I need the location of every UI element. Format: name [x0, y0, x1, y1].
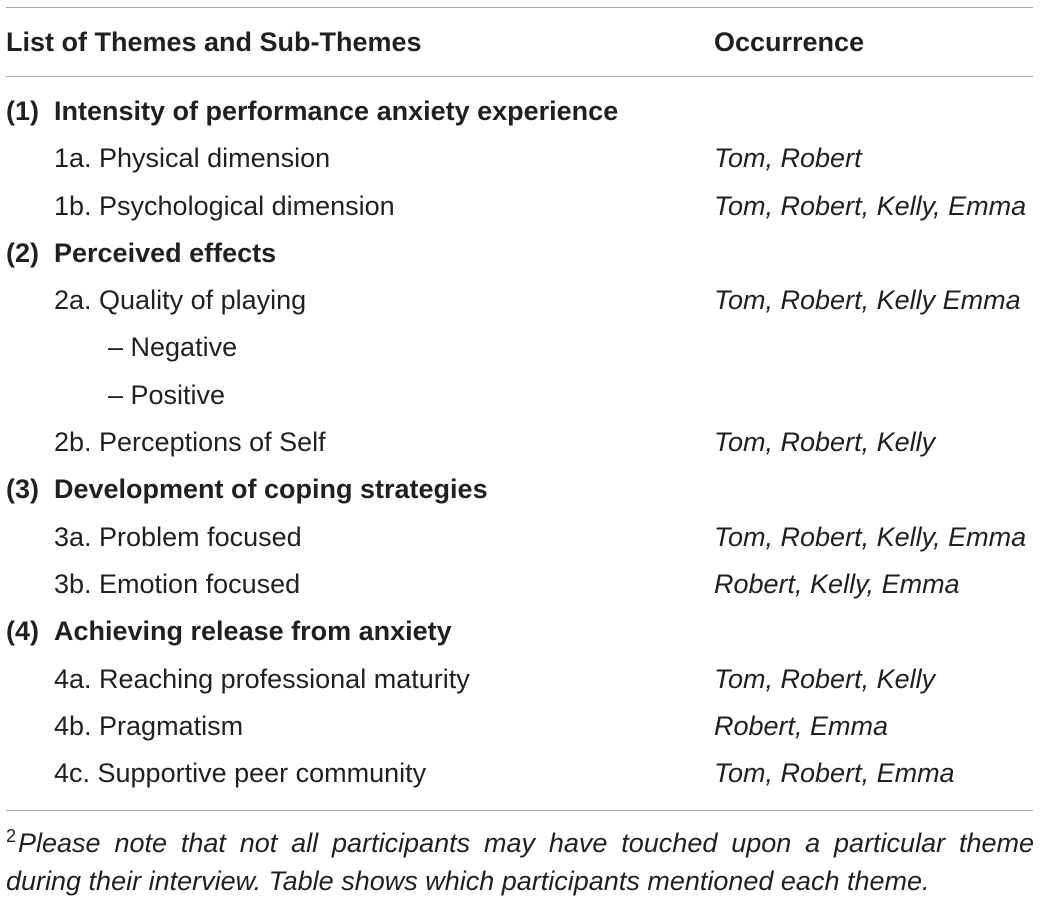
theme-label: [6, 88, 618, 135]
theme-label: [6, 230, 276, 277]
theme-row: [0, 466, 1041, 513]
occurrence-cell: Tom, Robert, Kelly, Emma: [714, 190, 1027, 221]
theme-number: (2): [6, 237, 39, 268]
theme-label: [54, 561, 300, 608]
theme-number: (1): [6, 96, 39, 126]
theme-label: [54, 750, 426, 797]
footnote-marker: 2: [6, 826, 17, 846]
subtheme-row: [0, 750, 1041, 797]
table-footnote: [6, 824, 1034, 900]
subtheme-row: [0, 561, 1041, 608]
subtheme-row: [0, 656, 1041, 703]
theme-text: 3b. Emotion focused: [54, 568, 301, 599]
theme-text: 2a. Quality of playing: [54, 285, 307, 316]
table-body: [0, 88, 1041, 797]
theme-text: Intensity of performance anxiety experience: [54, 96, 619, 126]
theme-row: [0, 88, 1041, 135]
theme-label: [54, 656, 470, 703]
occurrence-cell: Robert, Emma: [714, 710, 889, 741]
theme-text: 4a. Reaching professional maturity: [54, 663, 470, 694]
occurrence-cell: Tom, Robert, Kelly Emma: [714, 285, 1021, 316]
occurrence-cell: Tom, Robert, Kelly: [714, 663, 936, 694]
theme-label: [108, 372, 225, 419]
theme-text: – Positive: [108, 379, 226, 410]
theme-text: 1b. Psychological dimension: [54, 190, 395, 221]
theme-text: 4c. Supportive peer community: [54, 758, 427, 789]
subtheme-row: [0, 183, 1041, 230]
subtheme-row: [0, 372, 1041, 419]
theme-text: 2b. Perceptions of Self: [54, 427, 326, 458]
subtheme-row: [0, 419, 1041, 466]
theme-row: [0, 230, 1041, 277]
theme-text: 3a. Problem focused: [54, 521, 302, 552]
theme-text: Development of coping strategies: [54, 474, 488, 505]
subtheme-row: [0, 703, 1041, 750]
theme-text: 1a. Physical dimension: [54, 143, 331, 174]
table-header-row: [0, 22, 1041, 62]
theme-label: [54, 183, 395, 230]
subtheme-row: [0, 277, 1041, 324]
theme-text: 4b. Pragmatism: [54, 710, 244, 741]
occurrence-cell: Tom, Robert, Kelly: [714, 427, 936, 458]
occurrence-cell: Robert, Kelly, Emma: [714, 568, 960, 599]
occurrence-cell: Tom, Robert, Kelly, Emma: [714, 521, 1027, 552]
theme-row: [0, 608, 1041, 655]
occurrence-cell: Tom, Robert, Emma: [714, 758, 955, 789]
theme-number: (4): [6, 616, 39, 647]
header-occurrence: Occurrence: [714, 27, 865, 57]
theme-label: [54, 514, 302, 561]
header-themes: List of Themes and Sub-Themes: [6, 27, 422, 57]
theme-text: – Negative: [108, 332, 238, 363]
theme-text: Perceived effects: [54, 237, 277, 268]
theme-label: [108, 324, 237, 371]
theme-label: [54, 277, 306, 324]
occurrence-cell: Tom, Robert: [714, 143, 862, 174]
footnote-text: Please note that not all participants may have touched upon a particular theme during their interview. Table shows which participants mentioned each theme.: [6, 828, 1034, 896]
subtheme-row: [0, 324, 1041, 371]
subtheme-row: [0, 135, 1041, 182]
theme-label: [54, 703, 243, 750]
subtheme-row: [0, 514, 1041, 561]
table-bottom-rule: [6, 810, 1033, 811]
theme-label: [54, 135, 330, 182]
theme-label: [6, 466, 488, 513]
theme-text: Achieving release from anxiety: [54, 616, 452, 647]
table-top-rule: [6, 7, 1033, 8]
table-header-rule: [6, 76, 1033, 77]
theme-label: [6, 608, 452, 655]
theme-number: (3): [6, 474, 39, 505]
theme-label: [54, 419, 326, 466]
